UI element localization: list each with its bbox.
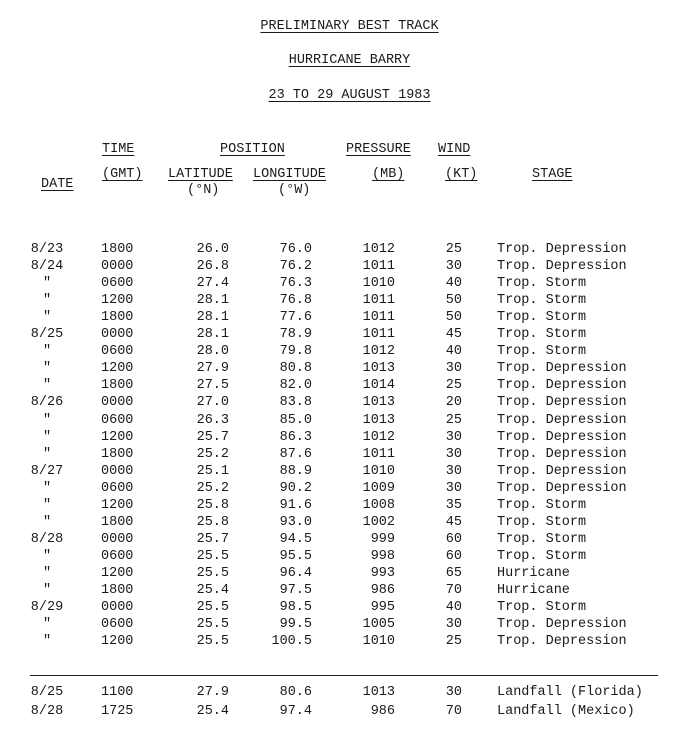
cell-stage: Trop. Depression [497, 259, 627, 275]
cell-stage: Trop. Storm [497, 514, 587, 530]
cell-time: 0600 [101, 617, 134, 633]
cell-pressure: 1010 [362, 634, 395, 650]
cell-longitude: 87.6 [279, 446, 312, 462]
cell-time: 1800 [101, 242, 134, 257]
cell-pressure: 986 [370, 583, 395, 598]
cell-latitude: 25.4 [196, 583, 229, 598]
separator-rule [30, 675, 658, 676]
cell-stage: Trop. Depression [497, 480, 627, 496]
cell-time: 1800 [101, 310, 134, 326]
date-range: 23 TO 29 AUGUST 1983 [268, 88, 431, 103]
cell-stage: Hurricane [497, 565, 570, 581]
header-latitude: LATITUDE [168, 167, 233, 182]
cell-pressure: 986 [370, 703, 395, 719]
cell-time: 1200 [101, 293, 134, 309]
cell-pressure: 1011 [362, 446, 395, 462]
cell-latitude: 26.8 [196, 259, 229, 275]
cell-longitude: 80.8 [279, 361, 312, 377]
cell-stage: Hurricane [497, 583, 570, 598]
cell-time: 1725 [101, 703, 134, 719]
cell-latitude: 25.5 [196, 617, 229, 633]
cell-date: 8/28 [30, 703, 64, 719]
cell-time: 1800 [101, 514, 134, 530]
cell-wind: 60 [445, 548, 462, 564]
cell-time: 1800 [101, 583, 134, 598]
cell-stage: Trop. Storm [497, 310, 587, 326]
cell-pressure: 1012 [362, 242, 395, 257]
cell-date: " [42, 514, 52, 530]
cell-longitude: 86.3 [279, 429, 312, 445]
cell-date: 8/24 [30, 259, 64, 275]
cell-wind: 50 [445, 293, 462, 309]
cell-time: 1100 [101, 685, 134, 700]
cell-stage: Trop. Storm [497, 293, 587, 309]
cell-longitude: 94.5 [279, 531, 312, 547]
cell-latitude: 25.7 [196, 531, 229, 547]
cell-stage: Trop. Storm [497, 344, 587, 360]
cell-latitude: 27.0 [196, 395, 229, 411]
cell-wind: 45 [445, 514, 462, 530]
cell-pressure: 1013 [362, 361, 395, 377]
cell-stage: Trop. Depression [497, 242, 627, 257]
cell-wind: 30 [445, 480, 462, 496]
header-lat-unit: (°N) [187, 183, 220, 198]
storm-name: HURRICANE BARRY [288, 53, 411, 68]
cell-stage: Trop. Depression [497, 429, 627, 445]
cell-longitude: 82.0 [279, 378, 312, 394]
cell-pressure: 1014 [362, 378, 395, 394]
cell-longitude: 95.5 [279, 548, 312, 564]
cell-wind: 40 [445, 344, 462, 360]
cell-latitude: 26.0 [196, 242, 229, 257]
cell-date: " [42, 310, 52, 326]
cell-latitude: 25.7 [196, 429, 229, 445]
cell-pressure: 1011 [362, 327, 395, 343]
cell-pressure: 1005 [362, 617, 395, 633]
cell-date: " [42, 344, 52, 360]
cell-longitude: 97.4 [279, 703, 312, 719]
cell-date: " [42, 480, 52, 496]
header-pressure: PRESSURE [346, 142, 411, 157]
cell-time: 1200 [101, 497, 134, 513]
cell-date: " [42, 583, 52, 598]
header-time: TIME [102, 142, 135, 157]
cell-longitude: 85.0 [279, 412, 312, 428]
cell-date: 8/25 [30, 685, 64, 700]
cell-pressure: 993 [370, 565, 395, 581]
cell-wind: 30 [445, 429, 462, 445]
cell-pressure: 1013 [362, 685, 395, 700]
header-gmt: (GMT) [102, 167, 143, 182]
header-position: POSITION [220, 142, 285, 157]
cell-latitude: 27.9 [196, 685, 229, 700]
cell-date: 8/25 [30, 327, 64, 343]
cell-longitude: 77.6 [279, 310, 312, 326]
cell-pressure: 1002 [362, 514, 395, 530]
cell-pressure: 1011 [362, 293, 395, 309]
cell-date: " [42, 634, 52, 650]
cell-latitude: 26.3 [196, 412, 229, 428]
cell-pressure: 1008 [362, 497, 395, 513]
cell-longitude: 83.8 [279, 395, 312, 411]
cell-stage: Landfall (Florida) [497, 685, 643, 700]
cell-date: " [42, 361, 52, 377]
cell-date: " [42, 565, 52, 581]
cell-date: " [42, 378, 52, 394]
cell-date: 8/29 [30, 600, 64, 616]
cell-stage: Trop. Depression [497, 378, 627, 394]
header-longitude: LONGITUDE [253, 167, 326, 182]
cell-time: 1800 [101, 378, 134, 394]
cell-wind: 30 [445, 446, 462, 462]
cell-wind: 25 [445, 242, 462, 257]
cell-pressure: 1011 [362, 259, 395, 275]
cell-wind: 25 [445, 412, 462, 428]
cell-time: 0000 [101, 600, 134, 616]
cell-stage: Trop. Depression [497, 634, 627, 650]
cell-date: " [42, 617, 52, 633]
header-stage: STAGE [532, 167, 573, 182]
cell-longitude: 76.0 [279, 242, 312, 257]
cell-longitude: 100.5 [271, 634, 312, 650]
cell-stage: Trop. Storm [497, 548, 587, 564]
cell-date: " [42, 446, 52, 462]
cell-latitude: 25.5 [196, 634, 229, 650]
cell-time: 0000 [101, 463, 134, 479]
cell-time: 0600 [101, 480, 134, 496]
cell-stage: Trop. Depression [497, 463, 627, 479]
cell-latitude: 28.1 [196, 293, 229, 309]
cell-wind: 30 [445, 685, 462, 700]
cell-wind: 30 [445, 259, 462, 275]
cell-wind: 30 [445, 617, 462, 633]
cell-latitude: 25.5 [196, 548, 229, 564]
cell-longitude: 98.5 [279, 600, 312, 616]
cell-date: " [42, 412, 52, 428]
cell-time: 1200 [101, 565, 134, 581]
cell-wind: 30 [445, 463, 462, 479]
cell-stage: Trop. Depression [497, 361, 627, 377]
cell-latitude: 25.1 [196, 463, 229, 479]
cell-wind: 25 [445, 378, 462, 394]
cell-pressure: 995 [370, 600, 395, 616]
cell-longitude: 76.8 [279, 293, 312, 309]
cell-time: 0000 [101, 395, 134, 411]
cell-wind: 70 [445, 703, 462, 719]
cell-pressure: 1011 [362, 310, 395, 326]
cell-stage: Trop. Storm [497, 600, 587, 616]
cell-date: 8/27 [30, 463, 64, 479]
header-wind: WIND [438, 142, 471, 157]
cell-date: " [42, 497, 52, 513]
cell-date: " [42, 429, 52, 445]
cell-longitude: 93.0 [279, 514, 312, 530]
cell-pressure: 1013 [362, 395, 395, 411]
cell-longitude: 79.8 [279, 344, 312, 360]
cell-wind: 40 [445, 276, 462, 292]
cell-wind: 35 [445, 497, 462, 513]
cell-time: 1200 [101, 429, 134, 445]
cell-wind: 65 [445, 565, 462, 581]
cell-latitude: 25.8 [196, 497, 229, 513]
cell-latitude: 25.4 [196, 703, 229, 719]
cell-date: 8/26 [30, 395, 64, 411]
cell-wind: 50 [445, 310, 462, 326]
cell-latitude: 27.5 [196, 378, 229, 394]
cell-latitude: 25.5 [196, 600, 229, 616]
cell-stage: Trop. Storm [497, 531, 587, 547]
cell-latitude: 27.9 [196, 361, 229, 377]
cell-date: 8/28 [30, 531, 64, 547]
cell-time: 0600 [101, 412, 134, 428]
cell-stage: Trop. Storm [497, 497, 587, 513]
cell-wind: 70 [445, 583, 462, 598]
cell-stage: Trop. Depression [497, 446, 627, 462]
cell-stage: Trop. Storm [497, 327, 587, 343]
cell-longitude: 90.2 [279, 480, 312, 496]
cell-time: 0600 [101, 276, 134, 292]
cell-pressure: 998 [370, 548, 395, 564]
cell-time: 1200 [101, 634, 134, 650]
cell-time: 1800 [101, 446, 134, 462]
cell-longitude: 80.6 [279, 685, 312, 700]
cell-time: 0000 [101, 531, 134, 547]
cell-pressure: 1010 [362, 463, 395, 479]
cell-pressure: 1009 [362, 480, 395, 496]
cell-time: 0000 [101, 327, 134, 343]
cell-stage: Landfall (Mexico) [497, 703, 635, 719]
header-kt: (KT) [445, 167, 478, 182]
cell-latitude: 25.2 [196, 446, 229, 462]
cell-pressure: 1012 [362, 344, 395, 360]
cell-stage: Trop. Storm [497, 276, 587, 292]
cell-date: 8/23 [30, 242, 64, 257]
cell-longitude: 76.3 [279, 276, 312, 292]
cell-stage: Trop. Depression [497, 395, 627, 411]
cell-time: 0000 [101, 259, 134, 275]
cell-latitude: 28.0 [196, 344, 229, 360]
cell-latitude: 25.5 [196, 565, 229, 581]
cell-wind: 45 [445, 327, 462, 343]
cell-date: " [42, 276, 52, 292]
cell-longitude: 78.9 [279, 327, 312, 343]
cell-latitude: 28.1 [196, 310, 229, 326]
cell-pressure: 1013 [362, 412, 395, 428]
cell-latitude: 28.1 [196, 327, 229, 343]
cell-stage: Trop. Depression [497, 412, 627, 428]
cell-wind: 30 [445, 361, 462, 377]
cell-latitude: 25.2 [196, 480, 229, 496]
cell-longitude: 76.2 [279, 259, 312, 275]
cell-longitude: 88.9 [279, 463, 312, 479]
cell-longitude: 99.5 [279, 617, 312, 633]
cell-pressure: 1010 [362, 276, 395, 292]
cell-date: " [42, 293, 52, 309]
cell-pressure: 999 [370, 531, 395, 547]
header-date: DATE [41, 177, 74, 192]
cell-wind: 20 [445, 395, 462, 411]
cell-latitude: 27.4 [196, 276, 229, 292]
cell-wind: 60 [445, 531, 462, 547]
header-lon-unit: (°W) [278, 183, 311, 198]
cell-pressure: 1012 [362, 429, 395, 445]
cell-time: 0600 [101, 548, 134, 564]
cell-time: 0600 [101, 344, 134, 360]
cell-wind: 25 [445, 634, 462, 650]
document-title: PRELIMINARY BEST TRACK [260, 19, 439, 34]
cell-date: " [42, 548, 52, 564]
header-mb: (MB) [372, 167, 405, 182]
cell-time: 1200 [101, 361, 134, 377]
cell-wind: 40 [445, 600, 462, 616]
cell-longitude: 96.4 [279, 565, 312, 581]
cell-longitude: 97.5 [279, 583, 312, 598]
cell-latitude: 25.8 [196, 514, 229, 530]
cell-longitude: 91.6 [279, 497, 312, 513]
cell-stage: Trop. Depression [497, 617, 627, 633]
